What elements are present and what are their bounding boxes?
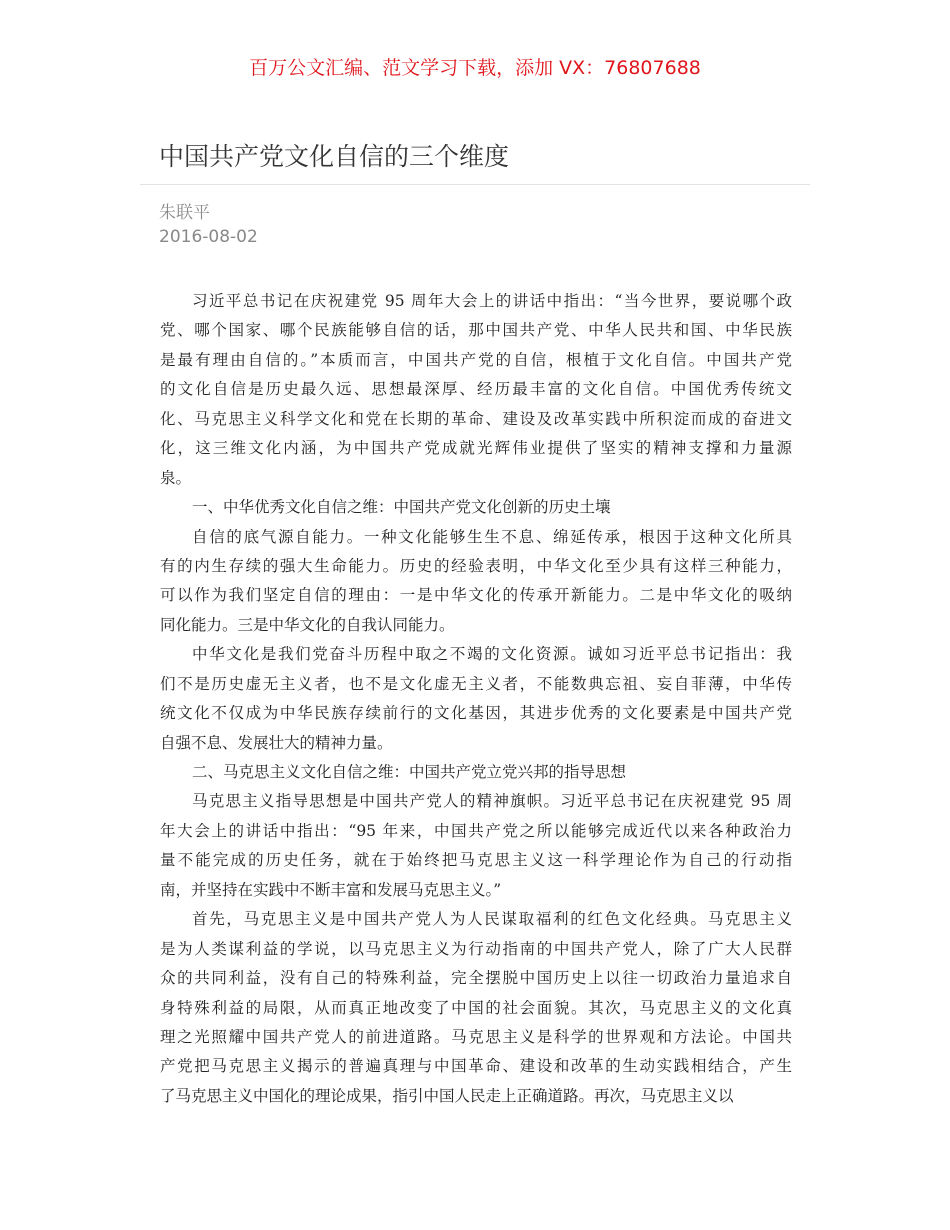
text-line: 一、中华优秀文化自信之维：中国共产党文化创新的历史土壤	[192, 498, 611, 517]
text-line: 习近平总书记在庆祝建党 95 周年大会上的讲话中指出：“当今世界，要说哪个政	[192, 292, 792, 310]
text-line: 有的内生存续的强大生命能力。历史的经验表明，中华文化至少具有这样三种能力，	[160, 556, 792, 575]
text-line: 了马克思主义中国化的理论成果，指引中国人民走上正确道路。再次，马克思主义以	[160, 1086, 734, 1105]
text-line: 二、马克思主义文化自信之维：中国共产党立党兴邦的指导思想	[192, 763, 627, 781]
promo-banner: 百万公文汇编、范文学习下载，添加 VX：76807688	[249, 57, 701, 79]
text-line: 南，并坚持在实践中不断丰富和发展马克思主义。”	[160, 880, 502, 899]
article-author: 朱联平	[159, 203, 210, 223]
text-line: 是为人类谋利益的学说，以马克思主义为行动指南的中国共产党人，除了广大人民群	[160, 939, 792, 958]
title-divider	[140, 184, 810, 185]
text-line: 量不能完成的历史任务，就在于始终把马克思主义这一科学理论作为自己的行动指	[160, 851, 792, 870]
section-heading	[160, 493, 792, 522]
text-line: 的文化自信是历史最久远、思想最深厚、经历最丰富的文化自信。中国优秀传统文	[160, 380, 792, 399]
text-line: 是最有理由自信的。”本质而言，中国共产党的自信，根植于文化自信。中国共产党	[160, 350, 792, 369]
text-line: 自信的底气源自能力。一种文化能够生生不息、绵延传承，根因于这种文化所具	[192, 527, 792, 546]
text-line: 产党把马克思主义揭示的普遍真理与中国革命、建设和改革的生动实践相结合，产生	[160, 1057, 792, 1076]
text-line: 身特殊利益的局限，从而真正地改变了中国的社会面貌。其次，马克思主义的文化真	[160, 998, 792, 1017]
text-line: 可以作为我们坚定自信的理由：一是中华文化的传承开新能力。二是中华文化的吸纳	[160, 586, 792, 605]
article-body	[160, 287, 792, 1111]
article-title: 中国共产党文化自信的三个维度	[159, 142, 510, 171]
text-line: 首先，马克思主义是中国共产党人为人民谋取福利的红色文化经典。马克思主义	[192, 910, 792, 929]
text-line: 马克思主义指导思想是中国共产党人的精神旗帜。习近平总书记在庆祝建党 95 周	[192, 792, 792, 811]
article-date: 2016-08-02	[159, 227, 258, 247]
text-line: 化，这三维文化内涵，为中国共产党成就光辉伟业提供了坚实的精神支撑和力量源	[160, 439, 792, 458]
text-line: 自强不息、发展壮大的精神力量。	[160, 733, 393, 752]
text-line: 们不是历史虚无主义者，也不是文化虚无主义者，不能数典忘祖、妄自菲薄，中华传	[160, 674, 792, 693]
paragraph	[160, 640, 792, 758]
text-line: 化、马克思主义科学文化和党在长期的革命、建设及改革实践中所积淀而成的奋进文	[160, 409, 792, 428]
text-line: 年大会上的讲话中指出：“95 年来，中国共产党之所以能够完成近代以来各种政治力	[160, 821, 792, 840]
text-line: 党、哪个国家、哪个民族能够自信的话，那中国共产党、中华人民共和国、中华民族	[160, 321, 792, 340]
text-line: 统文化不仅成为中华民族存续前行的文化基因，其进步优秀的文化要素是中国共产党	[160, 704, 792, 723]
paragraph	[160, 905, 792, 1111]
text-line: 中华文化是我们党奋斗历程中取之不竭的文化资源。诚如习近平总书记指出：我	[192, 645, 792, 664]
section-heading	[160, 758, 792, 787]
text-line: 理之光照耀中国共产党人的前进道路。马克思主义是科学的世界观和方法论。中国共	[160, 1027, 792, 1046]
paragraph	[160, 287, 792, 493]
text-line: 众的共同利益，没有自己的特殊利益，完全摆脱中国历史上以往一切政治力量追求自	[160, 969, 792, 988]
text-line: 同化能力。三是中华文化的自我认同能力。	[160, 615, 455, 634]
paragraph	[160, 523, 792, 641]
text-line: 泉。	[160, 468, 192, 487]
paragraph	[160, 787, 792, 905]
